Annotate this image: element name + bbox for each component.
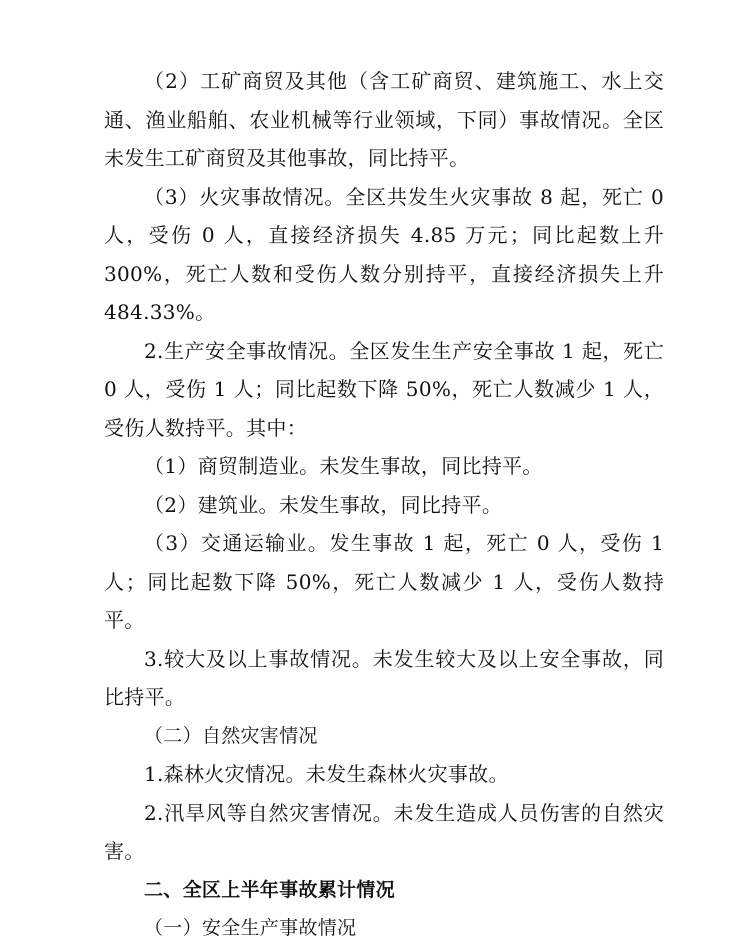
paragraph-flood-drought-wind: 2.汛旱风等自然灾害情况。未发生造成人员伤害的自然灾害。: [104, 800, 664, 863]
paragraph-construction: （2）建筑业。未发生事故，同比持平。: [144, 492, 503, 517]
paragraph-commerce-manufacturing: （1）商贸制造业。未发生事故，同比持平。: [144, 454, 543, 478]
paragraph-mining-trade-accidents: （2）工矿商贸及其他（含工矿商贸、建筑施工、水上交通、渔业船舶、农业机械等行业领域，下同）事故情况。全区未发生工矿商贸及其他事故，同比持平。: [104, 69, 664, 170]
paragraph-fire-accidents: （3）火灾事故情况。全区共发生火灾事故 8 起，死亡 0 人，受伤 0 人，直接经济损失 4.85 万元；同比起数上升 300%，死亡人数和受伤人数分别持平，直接经济损失上升 484.33%。: [104, 184, 664, 324]
document-body: [104, 62, 664, 948]
section-heading-natural-disasters: （二）自然灾害情况: [144, 724, 318, 747]
paragraph-transportation: （3）交通运输业。发生事故 1 起，死亡 0 人，受伤 1 人；同比起数下降 50%，死亡人数减少 1 人，受伤人数持平。: [104, 531, 664, 632]
section-heading-half-year-summary: 二、全区上半年事故累计情况: [144, 878, 395, 901]
paragraph-major-accidents: 3.较大及以上事故情况。未发生较大及以上安全事故，同比持平。: [104, 646, 664, 709]
section-heading-safety-accidents: （一）安全生产事故情况: [144, 917, 357, 939]
paragraph-forest-fire: 1.森林火灾情况。未发生森林火灾事故。: [144, 762, 509, 786]
paragraph-production-safety: 2.生产安全事故情况。全区发生生产安全事故 1 起，死亡 0 人，受伤 1 人；同比起数下降 50%，死亡人数减少 1 人，受伤人数持平。其中：: [104, 338, 664, 440]
